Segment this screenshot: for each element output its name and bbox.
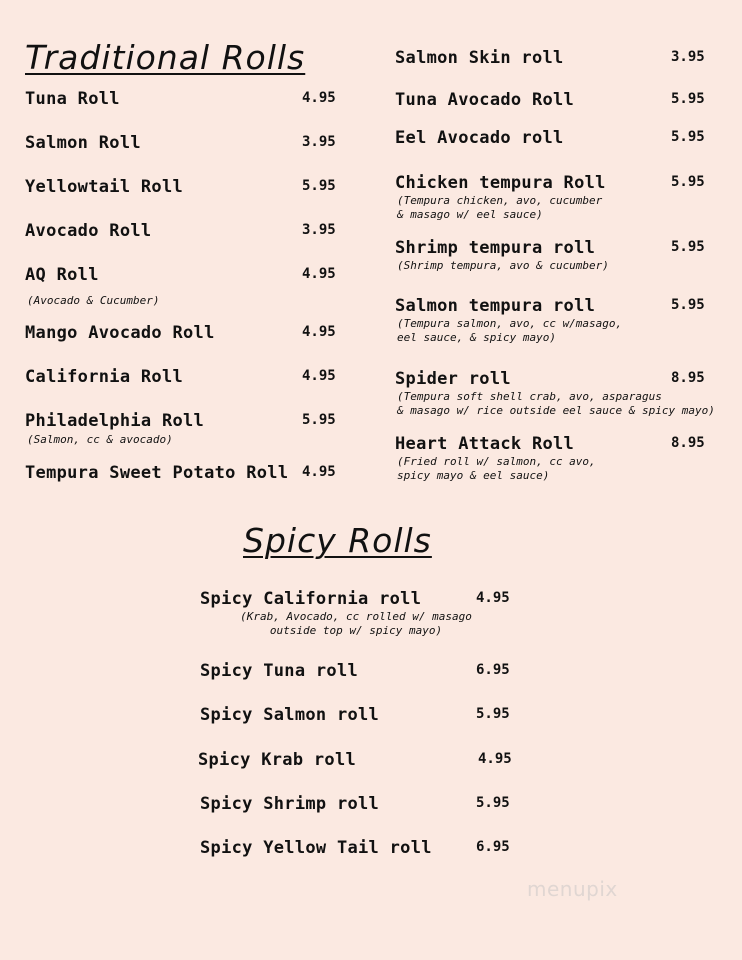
item-name: Spicy Shrimp roll — [200, 794, 380, 814]
item-description — [397, 455, 596, 483]
item-description-line: & masago w/ rice outside eel sauce & spicy mayo) — [397, 404, 715, 417]
item-description-line: (Tempura salmon, avo, cc w/masago, — [397, 317, 623, 330]
item-price: 4.95 — [302, 368, 336, 384]
item-price: 4.95 — [476, 590, 510, 606]
item-price: 3.95 — [302, 134, 336, 150]
item-name: Spider roll — [395, 369, 511, 389]
item-description-line: (Tempura soft shell crab, avo, asparagus — [397, 390, 662, 403]
item-name: Spicy California roll — [200, 589, 422, 609]
item-price: 3.95 — [671, 49, 705, 65]
item-price: 5.95 — [302, 178, 336, 194]
item-name: Tuna Roll — [25, 89, 120, 109]
item-name: Chicken tempura Roll — [395, 173, 606, 193]
item-description-line: eel sauce, & spicy mayo) — [397, 331, 556, 344]
item-name: Salmon Roll — [25, 133, 141, 153]
item-price: 5.95 — [476, 706, 510, 722]
item-description — [397, 259, 609, 273]
item-price: 8.95 — [671, 370, 705, 386]
item-price: 5.95 — [671, 174, 705, 190]
item-name: Spicy Yellow Tail roll — [200, 838, 432, 858]
item-price: 5.95 — [302, 412, 336, 428]
item-name: Tuna Avocado Roll — [395, 90, 575, 110]
item-price: 5.95 — [476, 795, 510, 811]
item-price: 4.95 — [302, 90, 336, 106]
item-price: 5.95 — [671, 297, 705, 313]
item-price: 4.95 — [302, 266, 336, 282]
item-name: AQ Roll — [25, 265, 99, 285]
item-description-line: & masago w/ eel sauce) — [397, 208, 543, 221]
item-description: (Salmon, cc & avocado) — [27, 433, 173, 446]
item-name: Spicy Tuna roll — [200, 661, 359, 681]
traditional-rolls-title: Traditional Rolls — [25, 38, 306, 77]
item-price: 3.95 — [302, 222, 336, 238]
item-price: 5.95 — [671, 91, 705, 107]
item-price: 6.95 — [476, 839, 510, 855]
item-name: Avocado Roll — [25, 221, 152, 241]
item-name: Heart Attack Roll — [395, 434, 575, 454]
item-name: Shrimp tempura roll — [395, 238, 596, 258]
item-description-line: (Fried roll w/ salmon, cc avo, — [397, 455, 596, 468]
item-description-line: (Krab, Avocado, cc rolled w/ masago — [240, 610, 472, 623]
item-description — [397, 194, 602, 222]
item-name: Spicy Salmon roll — [200, 705, 380, 725]
item-name: Tempura Sweet Potato Roll — [25, 463, 289, 483]
spicy-rolls-title: Spicy Rolls — [243, 521, 432, 560]
item-description: (Avocado & Cucumber) — [27, 294, 160, 307]
item-name: Salmon Skin roll — [395, 48, 564, 68]
item-description — [240, 610, 472, 638]
item-name: Eel Avocado roll — [395, 128, 564, 148]
item-price: 4.95 — [478, 751, 512, 767]
item-name: Yellowtail Roll — [25, 177, 184, 197]
item-description — [397, 390, 715, 418]
item-description — [397, 317, 622, 345]
item-price: 5.95 — [671, 129, 705, 145]
item-name: Spicy Krab roll — [198, 750, 357, 770]
item-description-line: outside top w/ spicy mayo) — [269, 624, 443, 637]
item-name: Salmon tempura roll — [395, 296, 596, 316]
item-name: Philadelphia Roll — [25, 411, 205, 431]
item-price: 8.95 — [671, 435, 705, 451]
item-name: Mango Avocado Roll — [25, 323, 215, 343]
item-price: 6.95 — [476, 662, 510, 678]
item-description-line: (Tempura chicken, avo, cucumber — [397, 194, 603, 207]
item-description-line: spicy mayo & eel sauce) — [397, 469, 550, 482]
item-price: 5.95 — [671, 239, 705, 255]
item-description-line: (Shrimp tempura, avo & cucumber) — [397, 259, 609, 272]
item-price: 4.95 — [302, 324, 336, 340]
menupix-watermark: menupix — [527, 877, 618, 901]
item-price: 4.95 — [302, 464, 336, 480]
item-name: California Roll — [25, 367, 184, 387]
